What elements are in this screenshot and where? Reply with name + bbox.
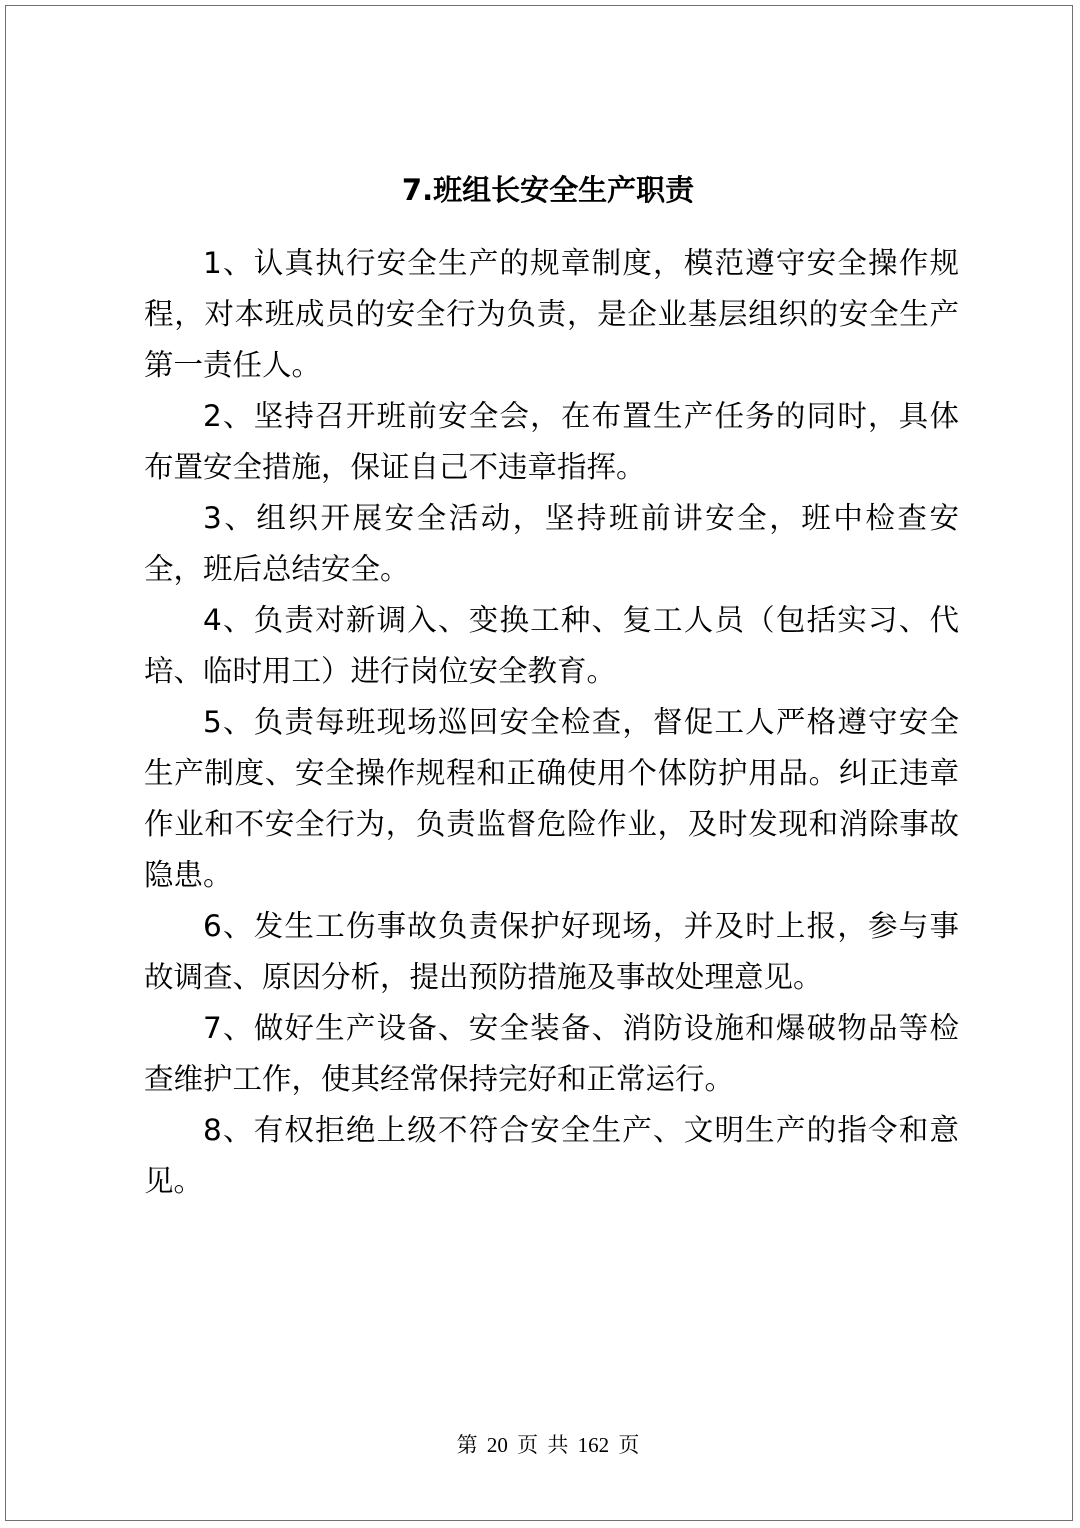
paragraph-1: 1、认真执行安全生产的规章制度，模范遵守安全操作规程，对本班成员的安全行为负责，是企业基层组织的安全生产第一责任人。: [144, 246, 959, 382]
paragraph-8: 8、有权拒绝上级不符合安全生产、文明生产的指令和意见。: [144, 1113, 959, 1198]
document-body: [144, 238, 959, 1207]
paragraph-5: 5、负责每班现场巡回安全检查，督促工人严格遵守安全生产制度、安全操作规程和正确使用个体防护用品。纠正违章作业和不安全行为，负责监督危险作业，及时发现和消除事故隐患。: [144, 705, 959, 892]
page-number-footer: 第 20 页 共 162 页: [456, 1433, 640, 1457]
paragraph-3: 3、组织开展安全活动，坚持班前讲安全，班中检查安全，班后总结安全。: [144, 501, 959, 586]
paragraph-2: 2、坚持召开班前安全会，在布置生产任务的同时，具体布置安全措施，保证自己不违章指挥。: [144, 399, 959, 484]
paragraph-7: 7、做好生产设备、安全装备、消防设施和爆破物品等检查维护工作，使其经常保持完好和正常运行。: [144, 1011, 959, 1096]
document-title: 7.班组长安全生产职责: [401, 173, 695, 207]
paragraph-6: 6、发生工伤事故负责保护好现场，并及时上报，参与事故调查、原因分析，提出预防措施及事故处理意见。: [144, 909, 959, 994]
paragraph-4: 4、负责对新调入、变换工种、复工人员（包括实习、代培、临时用工）进行岗位安全教育。: [144, 603, 959, 688]
